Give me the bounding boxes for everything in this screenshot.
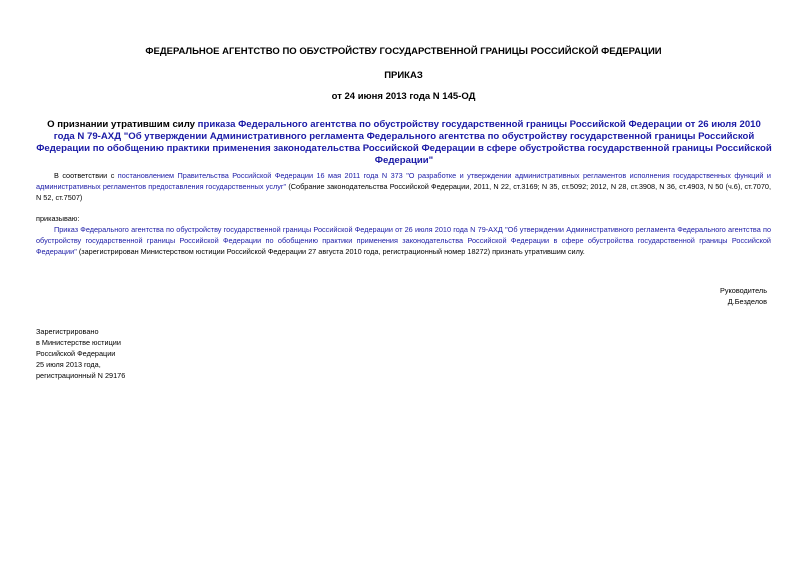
signature-position: Руководитель	[719, 286, 767, 295]
registration-line: Российской Федерации	[36, 349, 116, 358]
agency-heading: ФЕДЕРАЛЬНОЕ АГЕНТСТВО ПО ОБУСТРОЙСТВУ ГОСУДАРСТВЕННОЙ ГРАНИЦЫ РОССИЙСКОЙ ФЕДЕРАЦИИ	[145, 46, 662, 57]
doc-title-prefix: О признании утратившим силу	[47, 119, 198, 130]
registration-block	[36, 326, 125, 381]
resolution-link[interactable]: постановлением Правительства Российской Федерации 16 мая 2011 года N 373 "О разработке и утверждении административных регламентов исполнения государственных функций и административных регламентов предоставления государственных услуг"	[36, 171, 771, 191]
paragraph-basis-prefix: В соответствии с	[54, 171, 118, 180]
registration-line: 25 июля 2013 года,	[36, 360, 101, 369]
order-word: приказываю:	[36, 214, 80, 223]
paragraph-basis-suffix: (Собрание законодательства Российской Федерации, 2011, N 22, ст.3169; N 35, ст.5092; 2012, N 28, ст.3908, N 36, ст.4903, N 50 (ч.6), ст.7070, N 52, ст.7507)	[36, 182, 771, 202]
doc-title	[36, 119, 772, 167]
doc-title-link[interactable]: приказа Федерального агентства по обустройству государственной границы Российской Федерации от 26 июля 2010 года N 79-АХД "Об утверждении Административного регламента Федерального агентства по обустройству государственной границы Российской Федерации по обобщению практики применения законодательства Российской Федерации в сфере обустройства государственной границы Российской Федерации"	[36, 119, 772, 166]
doc-type-heading: ПРИКАЗ	[384, 70, 423, 81]
repealed-order-link[interactable]: Приказ Федерального агентства по обустройству государственной границы Российской Федерации от 26 июля 2010 года N 79-АХД "Об утверждении Административного регламента Федерального агентства по обустройству государственной границы Российской Федерации по обобщению практики применения законодательства Российской Федерации в сфере обустройства государственной границы Российской Федерации"	[36, 225, 771, 256]
signature-name: Д.Безделов	[727, 297, 767, 306]
paragraph-basis	[36, 170, 771, 203]
paragraph-decision	[36, 224, 771, 257]
doc-date-number: от 24 июня 2013 года N 145-ОД	[331, 91, 476, 102]
registration-line: Зарегистрировано	[36, 327, 99, 336]
registration-line: регистрационный N 29176	[36, 371, 126, 380]
paragraph-decision-suffix: (зарегистрирован Министерством юстиции Российской Федерации 27 августа 2010 года, регистрационный номер 18272) признать утратившим силу.	[76, 247, 585, 256]
registration-line: в Министерстве юстиции	[36, 338, 121, 347]
